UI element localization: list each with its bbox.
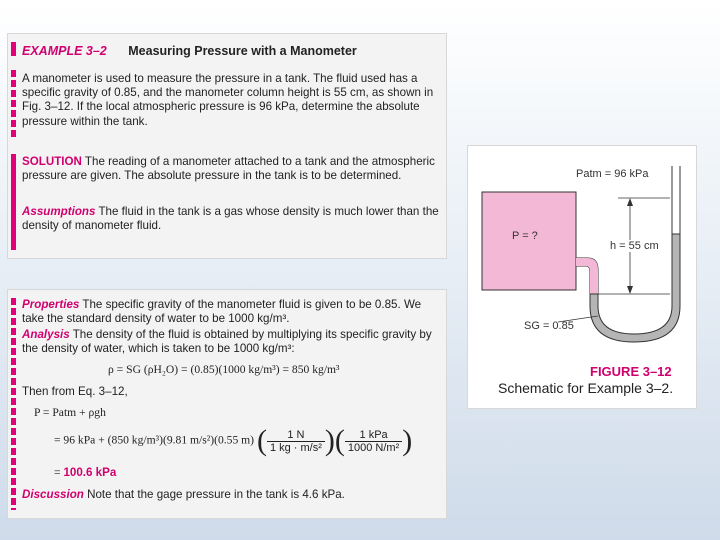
analysis-text: The density of the fluid is obtained by multiplying its specific gravity by the density of water, which is taken to be 1000 kg/m³: bbox=[22, 328, 432, 356]
arrow-up-icon bbox=[627, 198, 633, 206]
figure-panel bbox=[468, 146, 696, 408]
unit-fraction-2: $\frac{\text{1 kPa}}{\text{1000 N/m²}}$ bbox=[345, 429, 402, 454]
result-value: 100.6 kPa bbox=[63, 466, 117, 479]
analysis-panel bbox=[8, 290, 446, 518]
equals-sign: = bbox=[54, 466, 61, 479]
arrow-down-icon bbox=[627, 286, 633, 294]
solution-text: The reading of a manometer attached to a tank and the atmospheric pressure are given. The absolute pressure in the tank is to be determined. bbox=[22, 155, 435, 183]
pipe-inner bbox=[576, 266, 590, 294]
discussion-paragraph bbox=[22, 488, 440, 502]
height-label: h = 55 cm bbox=[610, 240, 659, 252]
sg-label: SG = 0.85 bbox=[524, 320, 574, 332]
example-header bbox=[22, 44, 357, 58]
example-title: Measuring Pressure with a Manometer bbox=[128, 44, 357, 58]
pipe-gas bbox=[576, 258, 598, 294]
accent-bar bbox=[11, 42, 16, 56]
tank-pressure-label: P = ? bbox=[512, 230, 538, 242]
unit-fraction-1: $\frac{1 N}{\text{1 kg · m/s²}}$ bbox=[267, 429, 325, 454]
discussion-text: Note that the gage pressure in the tank is 4.6 kPa. bbox=[87, 488, 345, 501]
solution-label: SOLUTION bbox=[22, 155, 82, 168]
assumptions-paragraph bbox=[22, 205, 440, 233]
example-label: EXAMPLE 3–2 bbox=[22, 44, 107, 58]
figure-number: FIGURE 3–12 bbox=[590, 364, 672, 379]
assumptions-label: Assumptions bbox=[22, 205, 96, 218]
patm-label: Patm = 96 kPa bbox=[576, 168, 649, 180]
discussion-label: Discussion bbox=[22, 488, 84, 501]
properties-paragraph bbox=[22, 298, 440, 326]
substitution-prefix: = 96 kPa + (850 kg/m³)(9.81 m/s²)(0.55 m) bbox=[54, 433, 255, 447]
density-equation: ρ = SG (ρH₂O) = (0.85)(1000 kg/m³) = 850 kg/m³ bbox=[108, 363, 340, 376]
substitution-equation: = 96 kPa + (850 kg/m³)(9.81 m/s²)(0.55 m) ( $\frac{1 N}{\text{1 kg · m/s²}}$ )( $\frac{\text{1 kPa}}{\text{1000 N/m²}}$ ) bbox=[54, 424, 413, 457]
analysis-label: Analysis bbox=[22, 328, 70, 341]
problem-statement: A manometer is used to measure the pressure in a tank. The fluid used has a specific gravity of 0.85, and the manometer column height is 55 cm, as shown in Fig. 3–12. If the local atmospheric pressure is 96 kPa, determine the absolute pressure within the tank. bbox=[22, 72, 434, 128]
example-panel bbox=[8, 34, 446, 258]
properties-text: The specific gravity of the manometer fluid is given to be 0.85. We take the standard density of water to be 1000 kg/m³. bbox=[22, 298, 422, 326]
assumptions-text: The fluid in the tank is a gas whose density is much lower than the density of manometer fluid. bbox=[22, 205, 439, 233]
then-text: Then from Eq. 3–12, bbox=[22, 385, 128, 398]
result-equation bbox=[54, 466, 116, 479]
accent-bar-dashed bbox=[11, 70, 16, 140]
analysis-paragraph bbox=[22, 328, 440, 356]
accent-bar-dashed bbox=[11, 298, 16, 510]
figure-caption: Schematic for Example 3–2. bbox=[498, 380, 674, 396]
solution-paragraph bbox=[22, 155, 440, 183]
properties-label: Properties bbox=[22, 298, 80, 311]
pressure-equation: P = Patm + ρgh bbox=[34, 406, 106, 419]
accent-bar bbox=[11, 154, 16, 250]
